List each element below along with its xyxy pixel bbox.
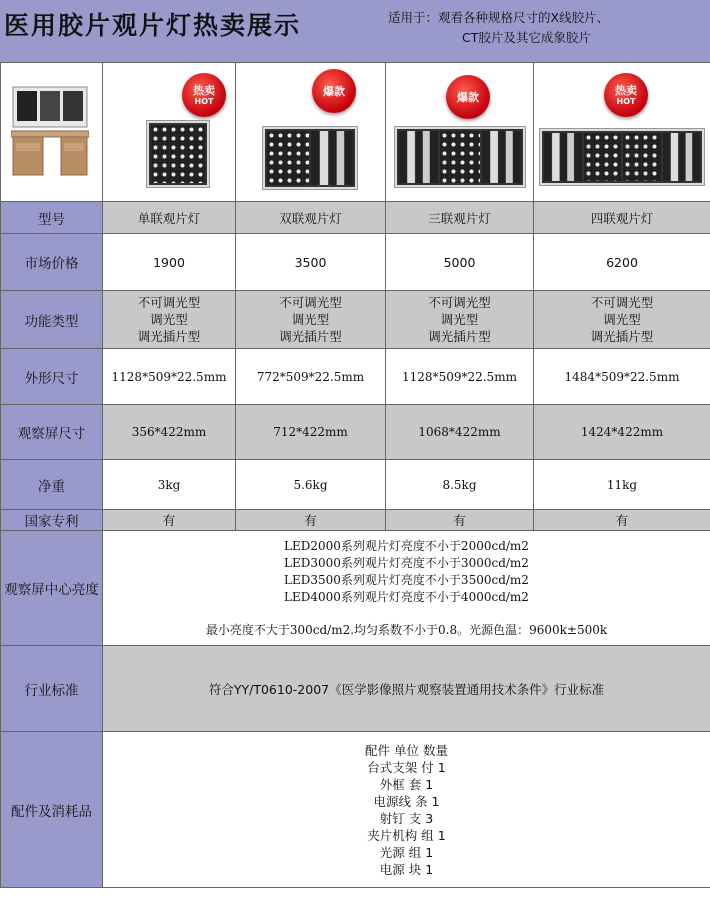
row-brightness [1,531,710,646]
row-size [1,349,710,405]
label-patent: 国家专利 [1,510,103,531]
page-subtitle [388,8,706,48]
hot-badge-icon [604,73,648,117]
label-standard: 行业标准 [1,646,103,732]
cell-patent: 有 [534,510,710,531]
cell-function [386,291,534,349]
cell-accessories [103,732,710,888]
cell-model: 四联观片灯 [534,202,710,234]
accessory-line: 夹片机构 组 1 [367,827,446,843]
single-viewer-image [147,121,209,187]
cell-model: 三联观片灯 [386,202,534,234]
desk-viewer-image [11,85,89,177]
accessory-line: 电源线 条 1 [373,793,440,809]
cell-weight: 3kg [103,460,236,510]
cell-weight: 11kg [534,460,710,510]
brightness-line: LED4000系列观片灯亮度不小于4000cd/m2 [284,589,529,604]
double-viewer-image [263,127,357,189]
function-option: 不可调光型 [137,295,201,310]
row-accessories [1,732,710,888]
header-bar [0,0,710,63]
cell-weight: 8.5kg [386,460,534,510]
label-model: 型号 [1,202,103,234]
function-option: 调光型 [603,312,641,327]
function-option: 调光型 [291,312,330,327]
function-option: 不可调光型 [279,295,342,310]
row-function [1,291,710,349]
cell-brightness [103,531,710,646]
quad-viewer-image [540,129,704,185]
label-size: 外形尺寸 [1,349,103,405]
cell-function [534,291,710,349]
label-screen: 观察屏尺寸 [1,405,103,460]
cell-patent: 有 [103,510,236,531]
label-function: 功能类型 [1,291,103,349]
brightness-note: 最小亮度不大于300cd/m2.均匀系数不小于0.8。光源色温：9600k±500k [205,622,608,637]
accessory-line: 光源 组 1 [379,844,434,860]
hot-badge-sub: HOT [616,97,636,106]
image-row [1,63,710,202]
cell-weight: 5.6kg [236,460,386,510]
function-option: 调光型 [440,312,479,327]
label-accessories: 配件及消耗品 [1,732,103,888]
accessory-line: 台式支架 付 1 [367,759,446,775]
function-option: 调光型 [150,312,188,327]
bao-badge-label: 爆款 [457,90,479,104]
cell-price: 1900 [103,234,236,291]
row-weight [1,460,710,510]
cell-size: 1128*509*22.5mm [103,349,236,405]
triple-viewer-image [395,127,525,187]
cell-model: 单联观片灯 [103,202,236,234]
quad-viewer-image-cell [534,63,710,202]
function-option: 调光插片型 [428,329,491,344]
row-model [1,202,710,234]
bao-badge-icon [446,75,490,119]
subtitle-line-1: 适用于：观看各种规格尺寸的X线胶片、 [388,10,610,25]
function-option: 不可调光型 [428,295,491,310]
single-viewer-image-cell [103,63,236,202]
desk-image-cell [1,63,103,202]
page-title: 医用胶片观片灯热卖展示 [4,11,302,40]
triple-viewer-image-cell [386,63,534,202]
cell-screen: 1068*422mm [386,405,534,460]
row-patent [1,510,710,531]
accessory-line: 外框 套 1 [379,776,434,792]
label-weight: 净重 [1,460,103,510]
function-option: 调光插片型 [590,329,654,344]
cell-function [103,291,236,349]
hot-badge-sub: HOT [194,97,214,106]
function-option: 调光插片型 [279,329,342,344]
row-standard [1,646,710,732]
cell-price: 5000 [386,234,534,291]
cell-screen: 712*422mm [236,405,386,460]
cell-size: 1128*509*22.5mm [386,349,534,405]
row-screen [1,405,710,460]
accessory-line: 射钉 支 3 [379,810,434,826]
function-option: 不可调光型 [590,295,654,310]
bao-badge-icon [312,69,356,113]
cell-size: 772*509*22.5mm [236,349,386,405]
cell-function [236,291,386,349]
cell-price: 6200 [534,234,710,291]
label-price: 市场价格 [1,234,103,291]
cell-standard: 符合YY/T0610-2007《医学影像照片观察装置通用技术条件》行业标准 [103,646,710,732]
cell-patent: 有 [236,510,386,531]
function-option: 调光插片型 [137,329,201,344]
hot-badge-icon [182,73,226,117]
cell-patent: 有 [386,510,534,531]
cell-screen: 356*422mm [103,405,236,460]
brightness-line: LED2000系列观片灯亮度不小于2000cd/m2 [284,538,529,553]
cell-size: 1484*509*22.5mm [534,349,710,405]
cell-model: 双联观片灯 [236,202,386,234]
row-price [1,234,710,291]
double-viewer-image-cell [236,63,386,202]
hot-badge-label: 热卖 [615,84,637,97]
brightness-line: LED3500系列观片灯亮度不小于3500cd/m2 [284,572,529,587]
accessory-line: 电源 块 1 [379,861,434,877]
accessory-line: 配件 单位 数量 [365,742,448,758]
subtitle-line-2: CT胶片及其它成象胶片 [462,30,591,45]
cell-price: 3500 [236,234,386,291]
brightness-line: LED3000系列观片灯亮度不小于3000cd/m2 [284,555,529,570]
bao-badge-label: 爆款 [323,84,345,98]
label-brightness: 观察屏中心亮度 [1,531,103,646]
hot-badge-label: 热卖 [193,84,215,97]
cell-screen: 1424*422mm [534,405,710,460]
spec-table [0,62,710,888]
